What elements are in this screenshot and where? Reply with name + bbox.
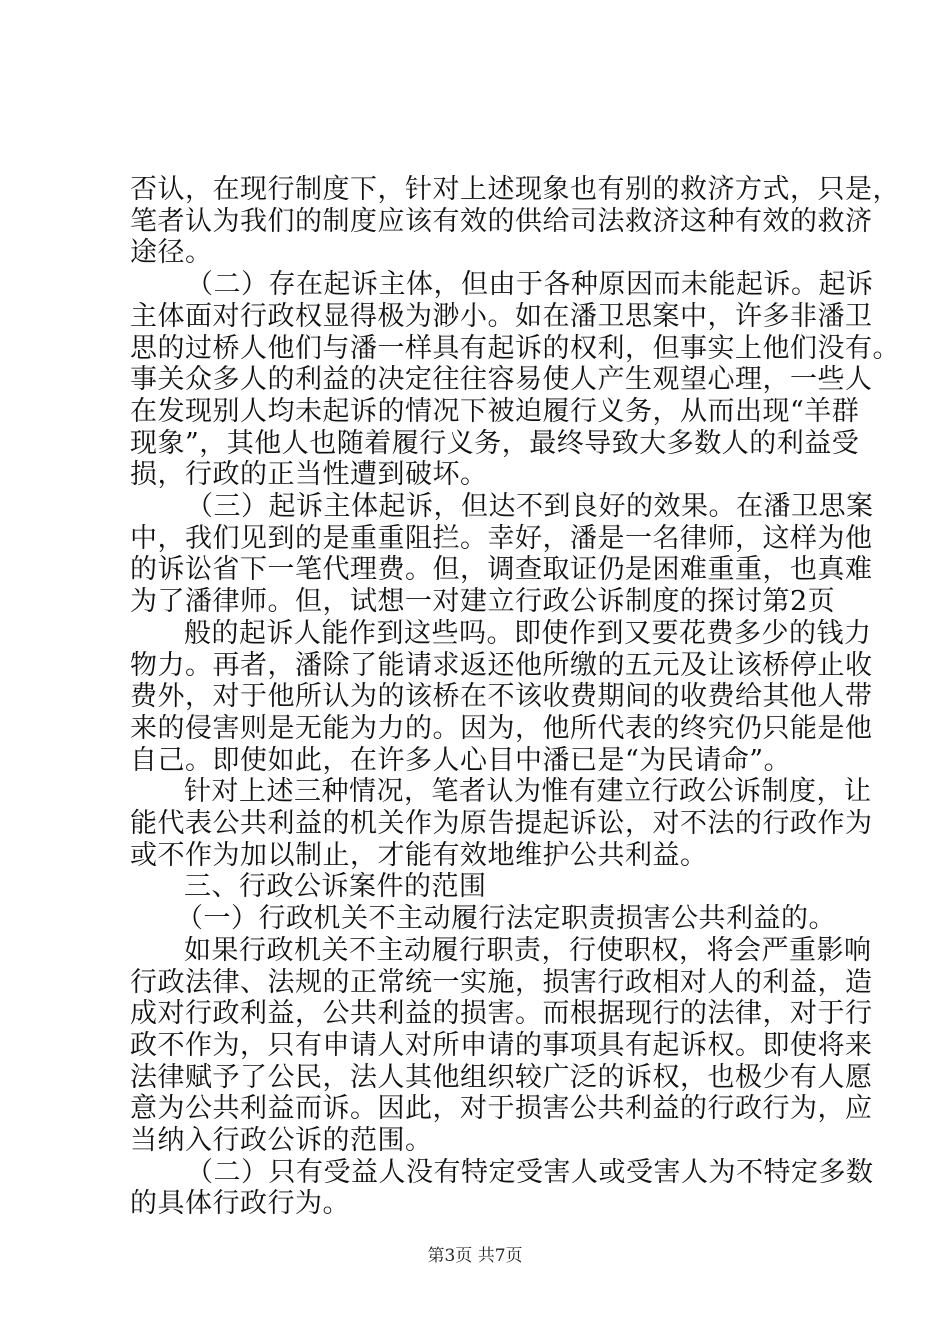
text-line: 思的过桥人他们与潘一样具有起诉的权利，但事实上他们没有。	[130, 332, 900, 364]
text-line: 现象”，其他人也随着履行义务，最终导致大多数人的利益受	[130, 427, 860, 459]
text-line: 物力。再者，潘除了能请求返还他所缴的五元及让该桥停止收	[130, 649, 873, 681]
text-line: 政不作为，只有申请人对所申请的事项具有起诉权。即使将来	[130, 1029, 873, 1061]
text-line: 笔者认为我们的制度应该有效的供给司法救济这种有效的救济	[130, 205, 873, 237]
text-line: 费外，对于他所认为的该桥在不该收费期间的收费给其他人带	[130, 681, 873, 713]
text-line: （二）只有受益人没有特定受害人或受害人为不特定多数	[186, 1156, 874, 1188]
text-line: 在发现别人均未起诉的情况下被迫履行义务，从而出现“羊群	[130, 395, 860, 427]
text-line: 成对行政利益，公共利益的损害。而根据现行的法律，对于行	[130, 998, 873, 1030]
text-line: 当纳入行政公诉的范围。	[130, 1125, 433, 1156]
text-line: 来的侵害则是无能为力的。因为，他所代表的终究仍只能是他	[130, 712, 873, 744]
text-line: 法律赋予了公民，法人其他组织较广泛的诉权，也极少有人愿	[130, 1061, 873, 1093]
text-line: （一）行政机关不主动履行法定职责损害公共利益的。	[176, 903, 836, 935]
text-line: 主体面对行政权显得极为渺小。如在潘卫思案中，许多非潘卫	[130, 300, 873, 332]
text-line: 针对上述三种情况，笔者认为惟有建立行政公诉制度，让	[184, 776, 872, 808]
text-line: 般的起诉人能作到这些吗。即使作到又要花费多少的钱力	[184, 617, 872, 649]
section-heading: 三、行政公诉案件的范围	[184, 871, 487, 903]
text-line: 如果行政机关不主动履行职责，行使职权，将会严重影响	[184, 934, 872, 966]
text-line: 行政法律、法规的正常统一实施，损害行政相对人的利益，造	[130, 966, 873, 998]
text-line: 途径。	[130, 237, 213, 269]
text-line: 为了潘律师。但，试想一对建立行政公诉制度的探讨第2页	[130, 586, 836, 618]
text-line: （三）起诉主体起诉，但达不到良好的效果。在潘卫思案	[186, 491, 874, 522]
text-line: 自己。即使如此，在许多人心目中潘已是“为民请命”。	[130, 744, 792, 776]
page-footer: 第3页 共7页	[427, 1246, 523, 1266]
text-line: 损，行政的正当性遭到破坏。	[130, 459, 488, 491]
text-line: 事关众多人的利益的决定往往容易使人产生观望心理，一些人	[130, 364, 873, 396]
text-line: 中，我们见到的是重重阻拦。幸好，潘是一名律师，这样为他	[130, 522, 873, 554]
text-line: 或不作为加以制止，才能有效地维护公共利益。	[130, 839, 708, 871]
text-line: 能代表公共利益的机关作为原告提起诉讼，对不法的行政作为	[130, 808, 873, 839]
text-line: 的具体行政行为。	[130, 1188, 350, 1220]
text-line: 的诉讼省下一笔代理费。但，调查取证仍是困难重重，也真难	[130, 554, 873, 586]
text-line: 意为公共利益而诉。因此，对于损害公共利益的行政行为，应	[130, 1093, 873, 1125]
text-line: 否认，在现行制度下，针对上述现象也有别的救济方式，只是，	[130, 174, 900, 205]
text-line: （二）存在起诉主体，但由于各种原因而未能起诉。起诉	[186, 269, 874, 301]
